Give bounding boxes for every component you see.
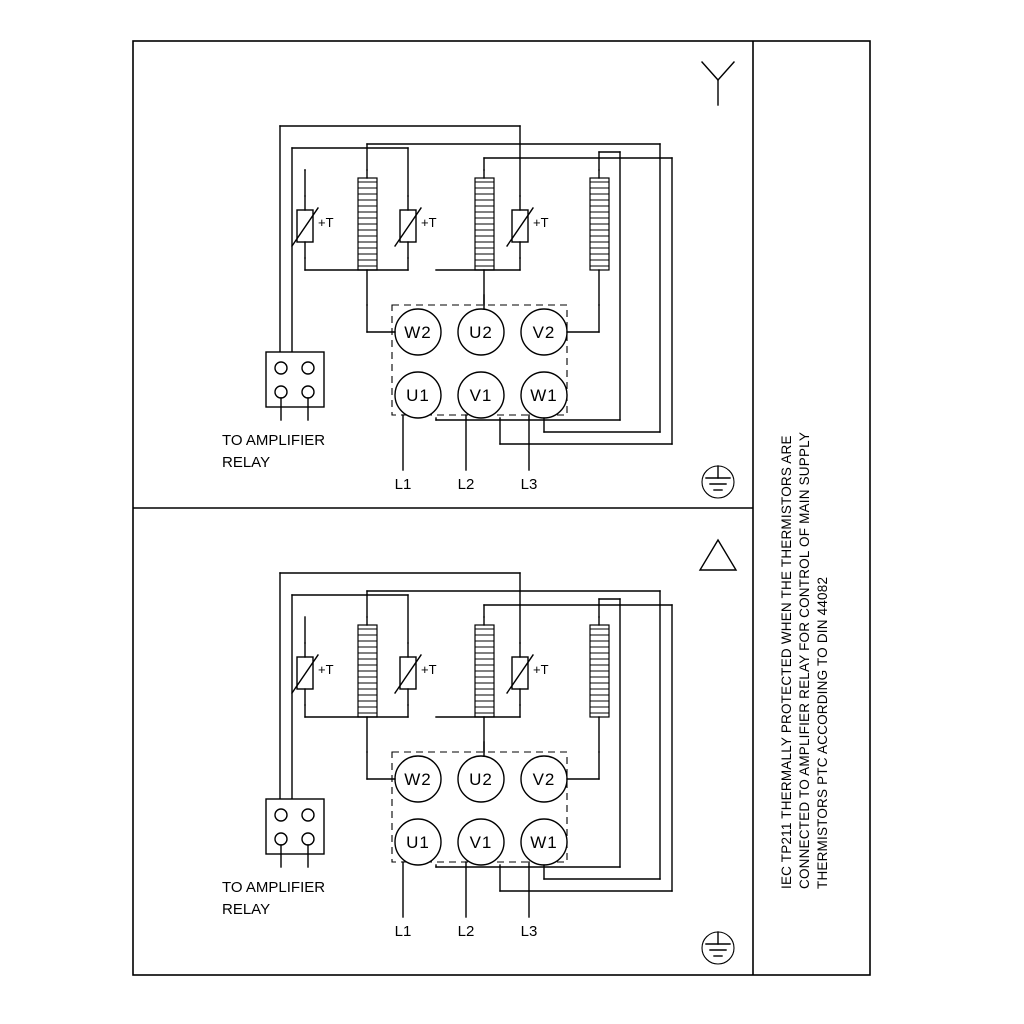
amplifier-terminal-block-star xyxy=(266,352,324,420)
thermistor-2 xyxy=(395,196,437,258)
terminal-v1-star xyxy=(458,372,504,418)
terminal-v2-star xyxy=(521,309,567,355)
amplifier-label-line2-star: RELAY xyxy=(222,454,271,471)
supply-label-l3-star: L3 xyxy=(520,476,538,493)
winding-coil-3 xyxy=(590,170,609,305)
amplifier-label-line2-delta: RELAY xyxy=(222,901,271,918)
note-line-1: IEC TP211 THERMALLY PROTECTED WHEN THE THERMISTORS ARE xyxy=(779,435,794,889)
star-y-icon xyxy=(702,62,734,105)
terminal-w1-delta xyxy=(521,819,567,865)
terminal-label-u1-delta: U1 xyxy=(406,833,430,852)
terminal-u2-delta xyxy=(458,756,504,802)
thermistor-2-delta xyxy=(395,643,437,705)
thermistor-label-2-delta: +T xyxy=(421,662,437,677)
amplifier-label-line1-star: TO AMPLIFIER xyxy=(222,432,326,449)
note-block xyxy=(779,432,830,889)
terminal-label-v2-delta: V2 xyxy=(532,770,556,789)
terminal-label-v1-star: V1 xyxy=(469,386,493,405)
supply-label-l2-delta: L2 xyxy=(457,923,475,940)
terminal-label-u2-delta: U2 xyxy=(469,770,493,789)
supply-label-l1-delta: L1 xyxy=(394,923,412,940)
terminal-w2-star xyxy=(395,309,441,355)
terminal-label-u1-star: U1 xyxy=(406,386,430,405)
supply-label-l3-delta: L3 xyxy=(520,923,538,940)
terminal-label-v1-delta: V1 xyxy=(469,833,493,852)
winding-coil-1-delta xyxy=(358,617,377,752)
terminal-label-u2-star: U2 xyxy=(469,323,493,342)
thermistor-label-1: +T xyxy=(318,215,334,230)
terminal-v1-delta xyxy=(458,819,504,865)
earth-ground-icon-delta xyxy=(702,932,734,964)
winding-coil-2-delta xyxy=(475,617,494,752)
terminal-label-w1-delta: W1 xyxy=(530,833,558,852)
thermistor-label-3: +T xyxy=(533,215,549,230)
winding-coil-3-delta xyxy=(590,617,609,752)
thermistor-3 xyxy=(507,196,549,258)
terminal-u1-star xyxy=(395,372,441,418)
winding-coil-2 xyxy=(475,170,494,305)
terminal-u2-star xyxy=(458,309,504,355)
terminal-w1-star xyxy=(521,372,567,418)
thermistor-label-1-delta: +T xyxy=(318,662,334,677)
delta-triangle-icon xyxy=(700,540,736,570)
terminal-label-v2-star: V2 xyxy=(532,323,556,342)
panel-delta xyxy=(222,540,736,964)
note-line-3: THERMISTORS PTC ACCORDING TO DIN 44082 xyxy=(815,576,830,889)
terminal-v2-delta xyxy=(521,756,567,802)
terminal-label-w2-star: W2 xyxy=(404,323,432,342)
thermistor-1-delta xyxy=(292,643,334,705)
supply-lines-delta xyxy=(395,862,538,940)
terminal-w2-delta xyxy=(395,756,441,802)
terminal-u1-delta xyxy=(395,819,441,865)
supply-label-l2-star: L2 xyxy=(457,476,475,493)
amplifier-terminal-block-delta xyxy=(266,799,324,867)
thermistor-1 xyxy=(292,196,334,258)
supply-label-l1-star: L1 xyxy=(394,476,412,493)
panel-star xyxy=(222,62,734,498)
thermistor-label-2: +T xyxy=(421,215,437,230)
supply-lines-star xyxy=(395,415,538,493)
terminal-label-w1-star: W1 xyxy=(530,386,558,405)
terminal-label-w2-delta: W2 xyxy=(404,770,432,789)
thermistor-3-delta xyxy=(507,643,549,705)
winding-coil-1 xyxy=(358,170,377,305)
amplifier-label-line1-delta: TO AMPLIFIER xyxy=(222,879,326,896)
thermistor-label-3-delta: +T xyxy=(533,662,549,677)
earth-ground-icon-star xyxy=(702,466,734,498)
note-line-2: CONNECTED TO AMPLIFIER RELAY FOR CONTROL OF MAIN SUPPLY xyxy=(797,431,812,889)
